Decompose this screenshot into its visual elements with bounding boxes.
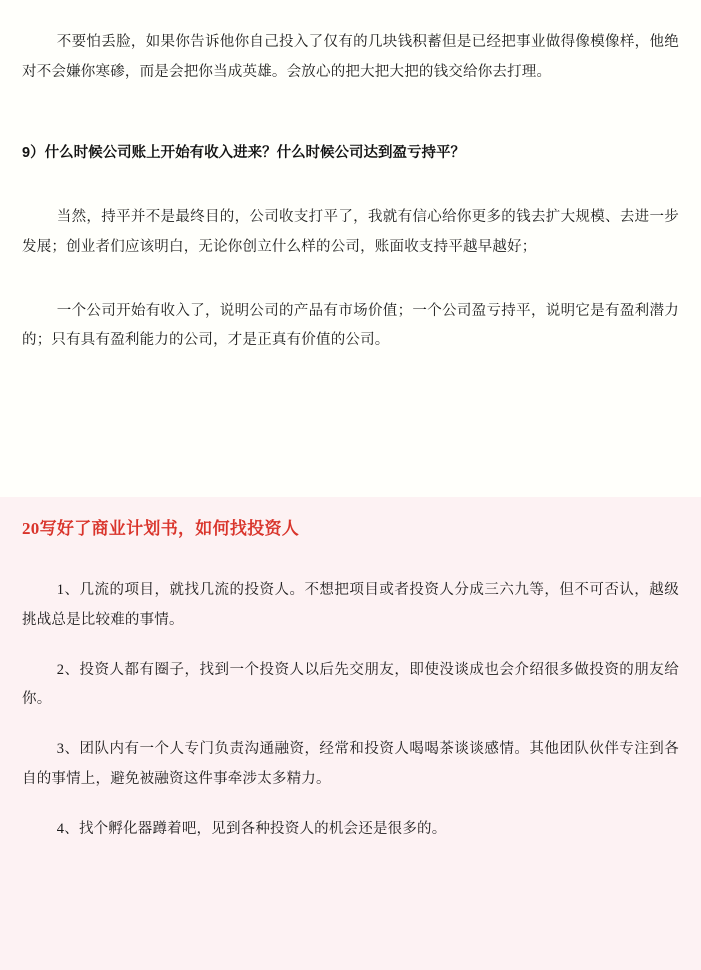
spacer-item-1-2	[22, 636, 679, 656]
paragraph-breakeven-goal: 当然，持平并不是最终目的，公司收支打平了，我就有信心给你更多的钱去扩大规模、去进一步发展；创业者们应该明白，无论你创立什么样的公司，账面收支持平越早越好；	[22, 209, 679, 255]
list-item-3: 3、团队内有一个人专门负责沟通融资，经常和投资人喝喝茶谈谈感情。其他团队伙伴专注到各自的事情上，避免被融资这件事牵涉太多精力。	[22, 741, 679, 787]
paragraph-company-value: 一个公司开始有收入了，说明公司的产品有市场价值；一个公司盈亏持平，说明它是有盈利潜力的；只有具有盈利能力的公司，才是正真有价值的公司。	[22, 302, 679, 349]
paragraph-face: 不要怕丢脸，如果你告诉他你自己投入了仅有的几块钱积蓄但是已经把事业做得像模像样，他绝对不会嫌你寒碜，而是会把你当成英雄。会放心的把大把大把的钱交给你去打理。	[22, 34, 679, 80]
spacer-after-heading	[22, 542, 679, 576]
bottom-content-section	[0, 497, 701, 970]
spacer-item-2-3	[22, 715, 679, 735]
spacer-before-question	[22, 87, 679, 139]
section-heading-20: 20写好了商业计划书，如何找投资人	[22, 519, 300, 538]
list-item-4: 4、找个孵化器蹲着吧，见到各种投资人的机会还是很多的。	[56, 820, 447, 837]
spacer-after-question	[22, 169, 679, 203]
list-item-2: 2、投资人都有圈子，找到一个投资人以后先交朋友，即使没谈成也会介绍很多做投资的朋友给你。	[22, 661, 679, 708]
spacer-item-3-4	[22, 795, 679, 815]
list-item-1: 1、几流的项目，就找几流的投资人。不想把项目或者投资人分成三六九等，但不可否认，越级挑战总是比较难的事情。	[22, 582, 679, 628]
question-heading-9: 9）什么时候公司账上开始有收入进来？什么时候公司达到盈亏持平？	[22, 145, 466, 162]
top-spacer	[22, 0, 679, 28]
spacer-between-paragraphs	[22, 263, 679, 297]
